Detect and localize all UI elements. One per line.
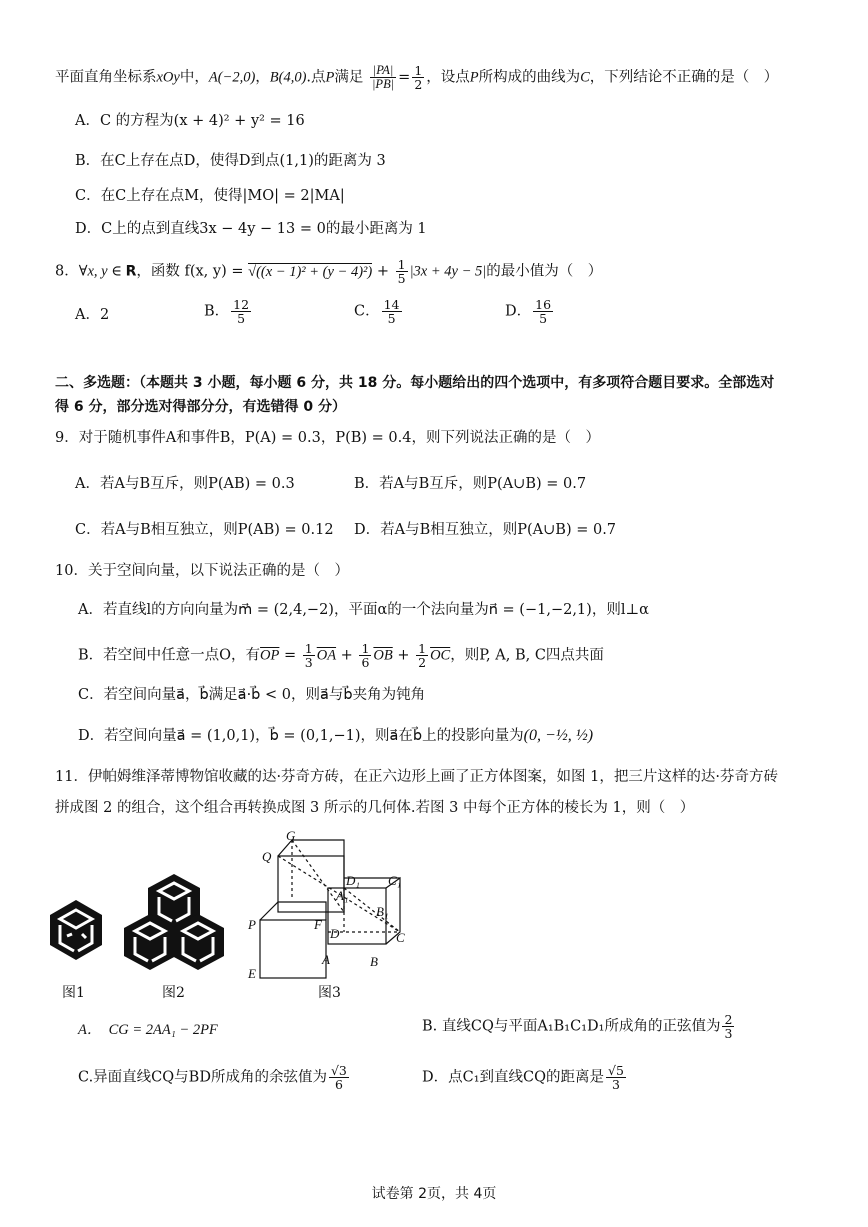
label-Q: Q [262,849,272,864]
q7-stem: 平面直角坐标系xOy中，A(−2,0)，B(4,0).点P满足 $\frac{|PA|}{|PB|}$ = $\frac{1}{2}$ ，设点P所构成的曲线为C，下列结论不正确的是（ ） [55,63,779,92]
label-F: F [314,917,322,932]
figure1-caption: 图1 [62,985,85,1001]
label-D: D [330,926,340,941]
q8-stem: 8．∀x, y ∈ R，函数 f(x, y) = √((x − 1)² + (y − 4)²) + $\frac{1}{5}$ |3x + 4y − 5|的最小值为（ ） [55,257,603,286]
q8-option-c: C． $\frac{14}{5}$ [354,297,400,326]
page-footer: 试卷第 2页，共 4页 [371,1186,497,1202]
q7-option-c: C．在C上存在点M，使得|MO| = 2|MA| [75,188,345,204]
q9-stem: 9．对于随机事件A和事件B，P(A) = 0.3，P(B) = 0.4，则下列说法正确的是（ ） [55,430,600,446]
q8-option-b: B． $\frac{12}{5}$ [204,297,250,326]
label-A1: A₁ [336,888,349,903]
q11-option-d: D．点C₁到直线CQ的距离是 $\frac{√5}{3}$ [422,1063,624,1092]
q11-stem-line1: 11．伊帕姆维泽蒂博物馆收藏的达·芬奇方砖，在正六边形上画了正方体图案，如图 1，把三片这样的达·芬奇方砖 [55,769,778,785]
q11-option-c: C.异面直线CQ与BD所成角的余弦值为 $\frac{√3}{6}$ [78,1063,347,1092]
q11-option-b: B. 直线CQ与平面A₁B₁C₁D₁所成角的正弦值为 $\frac{2}{3}$ [422,1012,733,1041]
q10-option-a: A．若直线l的方向向量为m⃗ = (2,4,−2)，平面α的一个法向量为n⃗ = (−1,−2,1)，则l⊥α [78,602,649,618]
label-E: E [248,966,256,980]
q7-option-b: B．在C上存在点D，使得D到点(1,1)的距离为 3 [75,153,386,169]
q9-option-c: C．若A与B相互独立，则P(AB) = 0.12 [75,522,334,538]
figure2-three-tiles [124,872,226,972]
q10-option-d: D．若空间向量a⃗ = (1,0,1)，b⃗ = (0,1,−1)，则a⃗在b⃗上的投影向量为(0, −½, ½) [78,727,594,744]
label-D1: D₁ [346,873,360,888]
q9-option-a: A．若A与B互斥，则P(AB) = 0.3 [75,476,295,492]
label-C1: C₁ [388,873,402,888]
q10-option-c: C．若空间向量a⃗，b⃗满足a⃗·b⃗ < 0，则a⃗与b⃗夹角为钝角 [78,687,426,703]
q9-option-d: D．若A与B相互独立，则P(A∪B) = 0.7 [354,522,617,538]
label-B: B [370,954,378,969]
figure1-hex-cube [48,898,104,962]
q11-stem-line2: 拼成图 2 的组合，这个组合再转换成图 3 所示的几何体.若图 3 中每个正方体的棱长为 1，则（ ） [55,800,695,816]
q9-option-b: B．若A与B互斥，则P(A∪B) = 0.7 [354,476,587,492]
q7-option-d: D．C上的点到直线3x − 4y − 13 = 0的最小距离为 1 [75,221,427,237]
q8-option-a: A．2 [75,307,110,323]
q10-stem: 10．关于空间向量，以下说法正确的是（ ） [55,563,349,579]
label-A: A [322,952,330,967]
section2-heading-line1: 二、多选题：（本题共 3 小题，每小题 6 分，共 18 分。每小题给出的四个选项中，有多项符合题目要求。全部选对 [55,375,775,391]
figure3-cube-solid [240,828,415,980]
figure2-caption: 图2 [162,985,185,1001]
q11-option-a: A． CG = 2AA₁ − 2PF [78,1022,218,1038]
figure3-caption: 图3 [318,985,341,1001]
section2-heading-line2: 得 6 分，部分选对得部分分，有选错得 0 分） [55,399,346,415]
label-B1: B₁ [376,904,389,919]
label-G: G [286,828,296,843]
q7-option-a: A．C 的方程为(x + 4)² + y² = 16 [75,113,305,129]
label-C: C [396,930,405,945]
label-P: P [248,917,256,932]
q8-option-d: D． $\frac{16}{5}$ [505,297,552,326]
q10-option-b: B．若空间中任意一点O，有$\overline{OP}$ = $\frac{1}{3}$ $\overline{OA}$ + $\frac{1}{6}$ $\overline{OB}$ + $\frac{1}{2}$ $\overline{OC}$，则P, A, B, C四点共面 [78,641,604,670]
